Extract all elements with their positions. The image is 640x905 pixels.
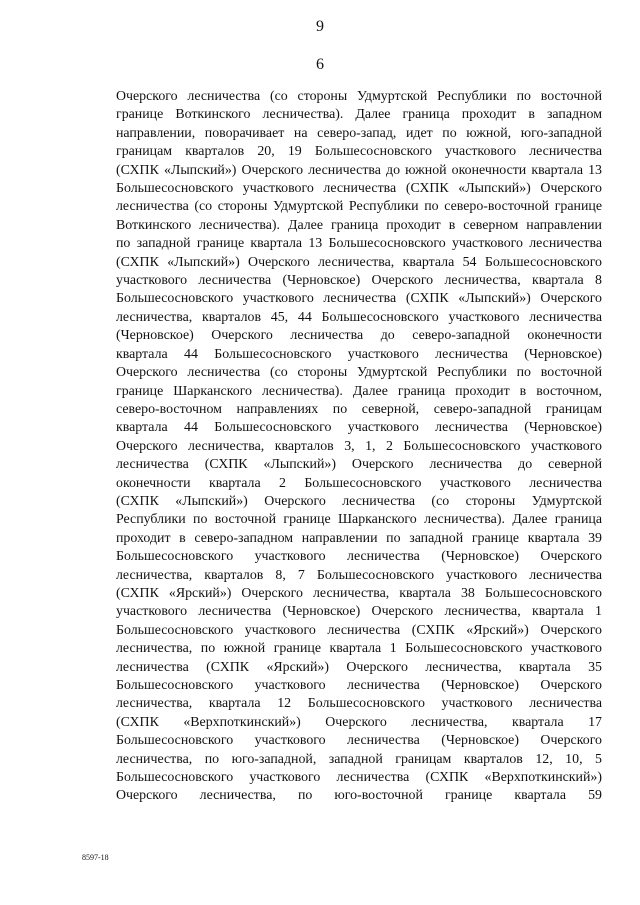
text-line: Воткинского лесничества). Далее граница проходит в северном направлении bbox=[116, 217, 602, 233]
text-line: Большесосновского участкового лесничества (Черновское) Очерского bbox=[116, 733, 602, 749]
text-line: Очерского лесничества, кварталов 3, 1, 2 Большесосновского участкового bbox=[116, 438, 602, 454]
text-line: участкового лесничества (Черновское) Очерского лесничества, квартала 1 bbox=[116, 604, 602, 620]
text-line: Большесосновского участкового лесничества (Черновское) Очерского bbox=[116, 549, 602, 565]
text-line: лесничества, по юго-западной, западной границам кварталов 12, 10, 5 bbox=[116, 751, 602, 767]
text-line: (СХПК «Лыпский») Очерского лесничества (со стороны Удмуртской bbox=[116, 493, 602, 509]
text-line: Республики по восточной границе Шарканского лесничества). Далее граница bbox=[116, 512, 602, 528]
text-line: лесничества (со стороны Удмуртской Республики по северо-восточной границе bbox=[116, 199, 602, 215]
text-line: проходит в северо-западном направлении по западной границе квартала 39 bbox=[116, 530, 602, 546]
text-line: квартала 44 Большесосновского участкового лесничества (Черновское) bbox=[116, 420, 602, 436]
text-line: лесничества, квартала 12 Большесосновского участкового лесничества bbox=[116, 696, 602, 712]
text-line: лесничества, по южной границе квартала 1 Большесосновского участкового bbox=[116, 641, 602, 657]
text-line: лесничества (СХПК «Ярский») Очерского лесничества, квартала 35 bbox=[116, 659, 602, 675]
text-line: Большесосновского участкового лесничества (Черновское) Очерского bbox=[116, 678, 602, 693]
text-line: (Черновское) Очерского лесничества до северо-западной оконечности bbox=[116, 328, 602, 344]
text-line: (СХПК «Верхпоткинский») Очерского лесничества, квартала 17 bbox=[116, 714, 602, 730]
text-line: (СХПК «Лыпский») Очерского лесничества до южной оконечности квартала 13 bbox=[116, 162, 602, 178]
text-line: северо-восточном направлениях по северной, северо-западной границам bbox=[116, 401, 602, 417]
text-line: (СХПК «Лыпский») Очерского лесничества, квартала 54 Большесосновского bbox=[116, 254, 602, 270]
text-line: оконечности квартала 2 Большесосновского участкового лесничества bbox=[116, 475, 602, 491]
text-line: Большесосновского участкового лесничества (СХПК «Ярский») Очерского bbox=[116, 622, 602, 638]
text-line: квартала 44 Большесосновского участкового лесничества (Черновское) bbox=[116, 346, 602, 362]
text-line: Очерского лесничества (со стороны Удмуртской Республики по восточной bbox=[116, 365, 602, 381]
sub-page-number: 6 bbox=[316, 56, 324, 73]
text-line: по западной границе квартала 13 Большесосновского участкового лесничества bbox=[116, 236, 602, 252]
text-line: участкового лесничества (Черновское) Очерского лесничества, квартала 8 bbox=[116, 273, 602, 289]
text-line: Большесосновского участкового лесничества (СХПК «Лыпский») Очерского bbox=[116, 181, 602, 197]
text-line: Очерского лесничества, по юго-восточной границе квартала 59 bbox=[116, 788, 602, 804]
text-line: лесничества, кварталов 45, 44 Большесосновского участкового лесничества bbox=[116, 309, 602, 325]
text-line: направлении, поворачивает на северо-запад, идет по южной, юго-западной bbox=[116, 125, 602, 141]
text-line: границе Шарканского лесничества). Далее граница проходит в восточном, bbox=[116, 383, 602, 399]
text-line: границам кварталов 20, 19 Большесосновского участкового лесничества bbox=[116, 144, 602, 160]
page-number: 9 bbox=[316, 18, 324, 35]
text-line: границе Воткинского лесничества). Далее граница проходит в западном bbox=[116, 107, 602, 123]
document-body bbox=[116, 88, 602, 806]
text-line: Большесосновского участкового лесничества (СХПК «Верхпоткинский») bbox=[116, 770, 602, 786]
text-line: (СХПК «Ярский») Очерского лесничества, квартала 38 Большесосновского bbox=[116, 585, 602, 601]
document-code: 8597-18 bbox=[82, 853, 109, 862]
text-line: Очерского лесничества (со стороны Удмуртской Республики по восточной bbox=[116, 89, 602, 104]
text-line: лесничества, кварталов 8, 7 Большесосновского участкового лесничества bbox=[116, 567, 602, 583]
text-line: Большесосновского участкового лесничества (СХПК «Лыпский») Очерского bbox=[116, 291, 602, 307]
text-line: лесничества (СХПК «Лыпский») Очерского лесничества до северной bbox=[116, 457, 602, 473]
